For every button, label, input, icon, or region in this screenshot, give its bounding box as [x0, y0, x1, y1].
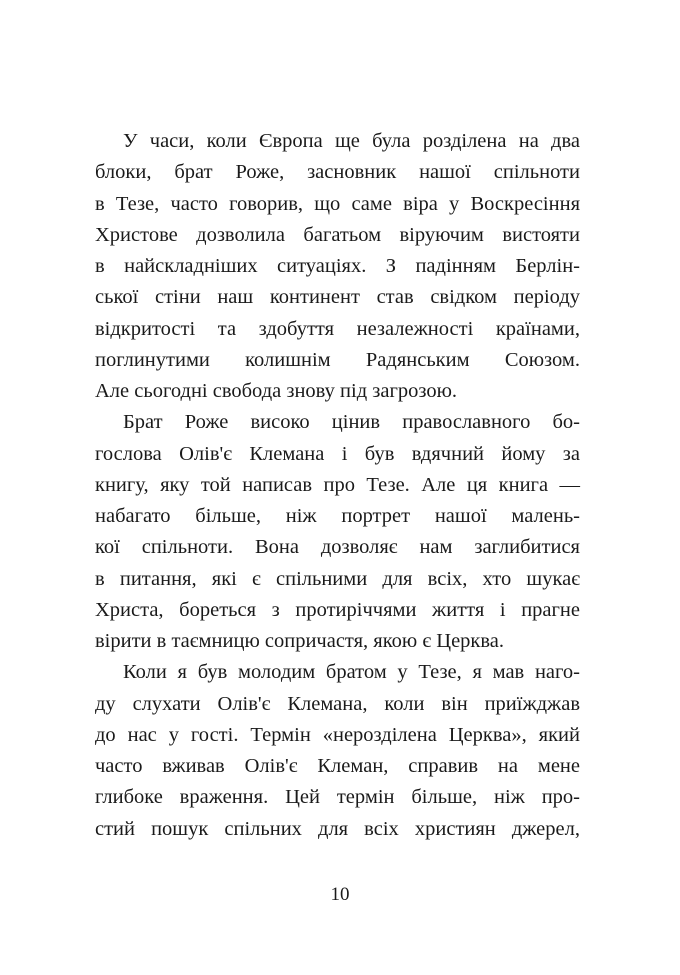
text-line: вірити в таємницю сопричастя, якою є Церква. — [95, 630, 505, 652]
text-line: набагато більше, ніж портрет нашої малень- — [95, 505, 580, 527]
page-number: 10 — [330, 884, 350, 905]
text-line: стий пошук спільних для всіх християн джерел, — [95, 817, 580, 840]
text-line: гослова Олів'є Клемана і був вдячний йому за — [95, 442, 580, 465]
text-line: Брат Роже високо цінив православного бо- — [123, 411, 580, 434]
text-line: поглинутими колишнім Радянським Союзом. — [95, 348, 580, 371]
text-line: ду слухати Олів'є Клемана, коли він приїжджав — [95, 692, 580, 715]
text-line: кої спільноти. Вона дозволяє нам заглибитися — [95, 536, 580, 559]
text-line: часто вживав Олів'є Клеман, справив на мене — [95, 755, 580, 777]
text-line: блоки, брат Роже, засновник нашої спільноти — [95, 161, 580, 184]
text-line: Христа, бореться з протиріччями життя і прагне — [95, 598, 580, 621]
text-line: відкритості та здобуття незалежності країнами, — [95, 317, 580, 340]
text-line: Христове дозволила багатьом віруючим вистояти — [95, 223, 580, 246]
text-line: ської стіни наш континент став свідком періоду — [95, 286, 580, 309]
text-line: в найскладніших ситуаціях. З падінням Берлін- — [95, 255, 580, 277]
text-line: в питання, які є спільними для всіх, хто шукає — [95, 567, 580, 590]
text-line: до нас у гості. Термін «нерозділена Церква», який — [95, 723, 580, 746]
text-line: Коли я був молодим братом у Тезе, я мав наго- — [123, 661, 580, 684]
text-line: Але сьогодні свобода знову під загрозою. — [95, 380, 458, 402]
text-line: книгу, яку той написав про Тезе. Але ця книга — — [95, 473, 580, 496]
text-line: У часи, коли Європа ще була розділена на два — [123, 130, 580, 152]
text-line: в Тезе, часто говорив, що саме віра у Воскресіння — [95, 192, 580, 215]
text-line: глибоке враження. Цей термін більше, ніж про- — [95, 786, 580, 809]
body-text — [95, 126, 580, 845]
